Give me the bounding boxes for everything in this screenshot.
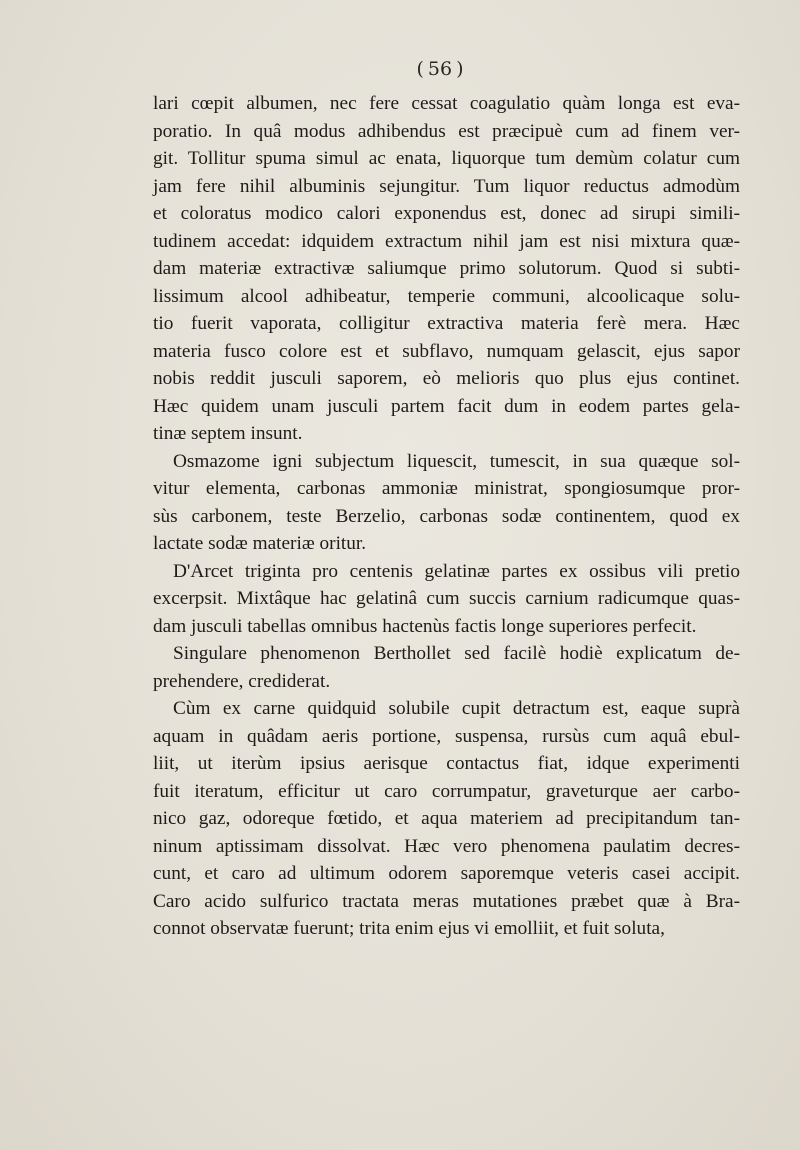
text-line: nico gaz, odoreque fœtido, et aqua materiem ad precipitandum tan- <box>153 808 740 829</box>
text-line: lari cœpit albumen, nec fere cessat coagulatio quàm longa est eva- <box>153 93 740 114</box>
page-number-open-paren: ( <box>416 58 424 80</box>
text-line: Caro acido sulfurico tractata meras mutationes præbet quæ à Bra- <box>153 890 740 912</box>
text-line: nobis reddit jusculi saporem, eò melioris quo plus ejus continet. <box>153 368 740 389</box>
text-line: fuit iteratum, efficitur ut caro corrumpatur, graveturque aer carbo- <box>153 780 740 802</box>
paragraph <box>153 558 740 641</box>
text-line: lissimum alcool adhibeatur, temperie communi, alcoolicaque solu- <box>153 285 740 307</box>
text-line: Hæc quidem unam jusculi partem facit dum in eodem partes gela- <box>153 395 740 417</box>
text-line: poratio. In quâ modus adhibendus est præcipuè cum ad finem ver- <box>153 120 740 142</box>
paragraph <box>153 90 740 448</box>
text-line: ninum aptissimam dissolvat. Hæc vero phenomena paulatim decres- <box>153 835 740 857</box>
text-line: sùs carbonem, teste Berzelio, carbonas sodæ continentem, quod ex <box>153 505 740 527</box>
page-number <box>0 58 800 80</box>
text-line: dam jusculi tabellas omnibus hactenùs factis longe superiores perfecit. <box>153 615 697 637</box>
text-line: prehendere, crediderat. <box>153 670 331 692</box>
paragraph <box>153 695 740 943</box>
text-line: dam materiæ extractivæ saliumque primo solutorum. Quod si subti- <box>153 258 740 279</box>
text-line: Osmazome igni subjectum liquescit, tumescit, in sua quæque sol- <box>173 450 740 472</box>
text-line: excerpsit. Mixtâque hac gelatinâ cum succis carnium radicumque quas- <box>153 588 740 609</box>
text-line: tio fuerit vaporata, colligitur extractiva materia ferè mera. Hæc <box>153 313 740 334</box>
text-line: vitur elementa, carbonas ammoniæ ministrat, spongiosumque pror- <box>153 478 740 499</box>
text-line: jam fere nihil albuminis sejungitur. Tum liquor reductus admodùm <box>153 175 740 197</box>
text-line: tinæ septem insunt. <box>153 423 303 444</box>
text-line: liit, ut iterùm ipsius aerisque contactus fiat, idque experimenti <box>153 753 740 774</box>
page-number-close-paren: ) <box>456 58 464 80</box>
text-line: et coloratus modico calori exponendus est, donec ad sirupi simili- <box>153 203 740 224</box>
text-line: cunt, et caro ad ultimum odorem saporemque veteris casei accipit. <box>153 863 740 884</box>
page-number-value: 56 <box>427 58 453 80</box>
text-line: git. Tollitur spuma simul ac enata, liquorque tum demùm colatur cum <box>153 148 740 169</box>
text-line: tudinem accedat: idquidem extractum nihil jam est nisi mixtura quæ- <box>153 230 740 252</box>
text-line: aquam in quâdam aeris portione, suspensa, rursùs cum aquâ ebul- <box>153 725 740 747</box>
text-line: D'Arcet triginta pro centenis gelatinæ partes ex ossibus vili pretio <box>173 560 740 582</box>
text-line: Singulare phenomenon Berthollet sed facilè hodiè explicatum de- <box>173 643 740 664</box>
text-line: connot observatæ fuerunt; trita enim ejus vi emolliit, et fuit soluta, <box>153 918 665 939</box>
paragraph <box>153 640 740 695</box>
body-text <box>153 90 740 943</box>
paragraph <box>153 448 740 558</box>
text-line: Cùm ex carne quidquid solubile cupit detractum est, eaque suprà <box>173 698 740 719</box>
text-line: materia fusco colore est et subflavo, numquam gelascit, ejus sapor <box>153 340 740 362</box>
text-line: lactate sodæ materiæ oritur. <box>153 533 367 554</box>
